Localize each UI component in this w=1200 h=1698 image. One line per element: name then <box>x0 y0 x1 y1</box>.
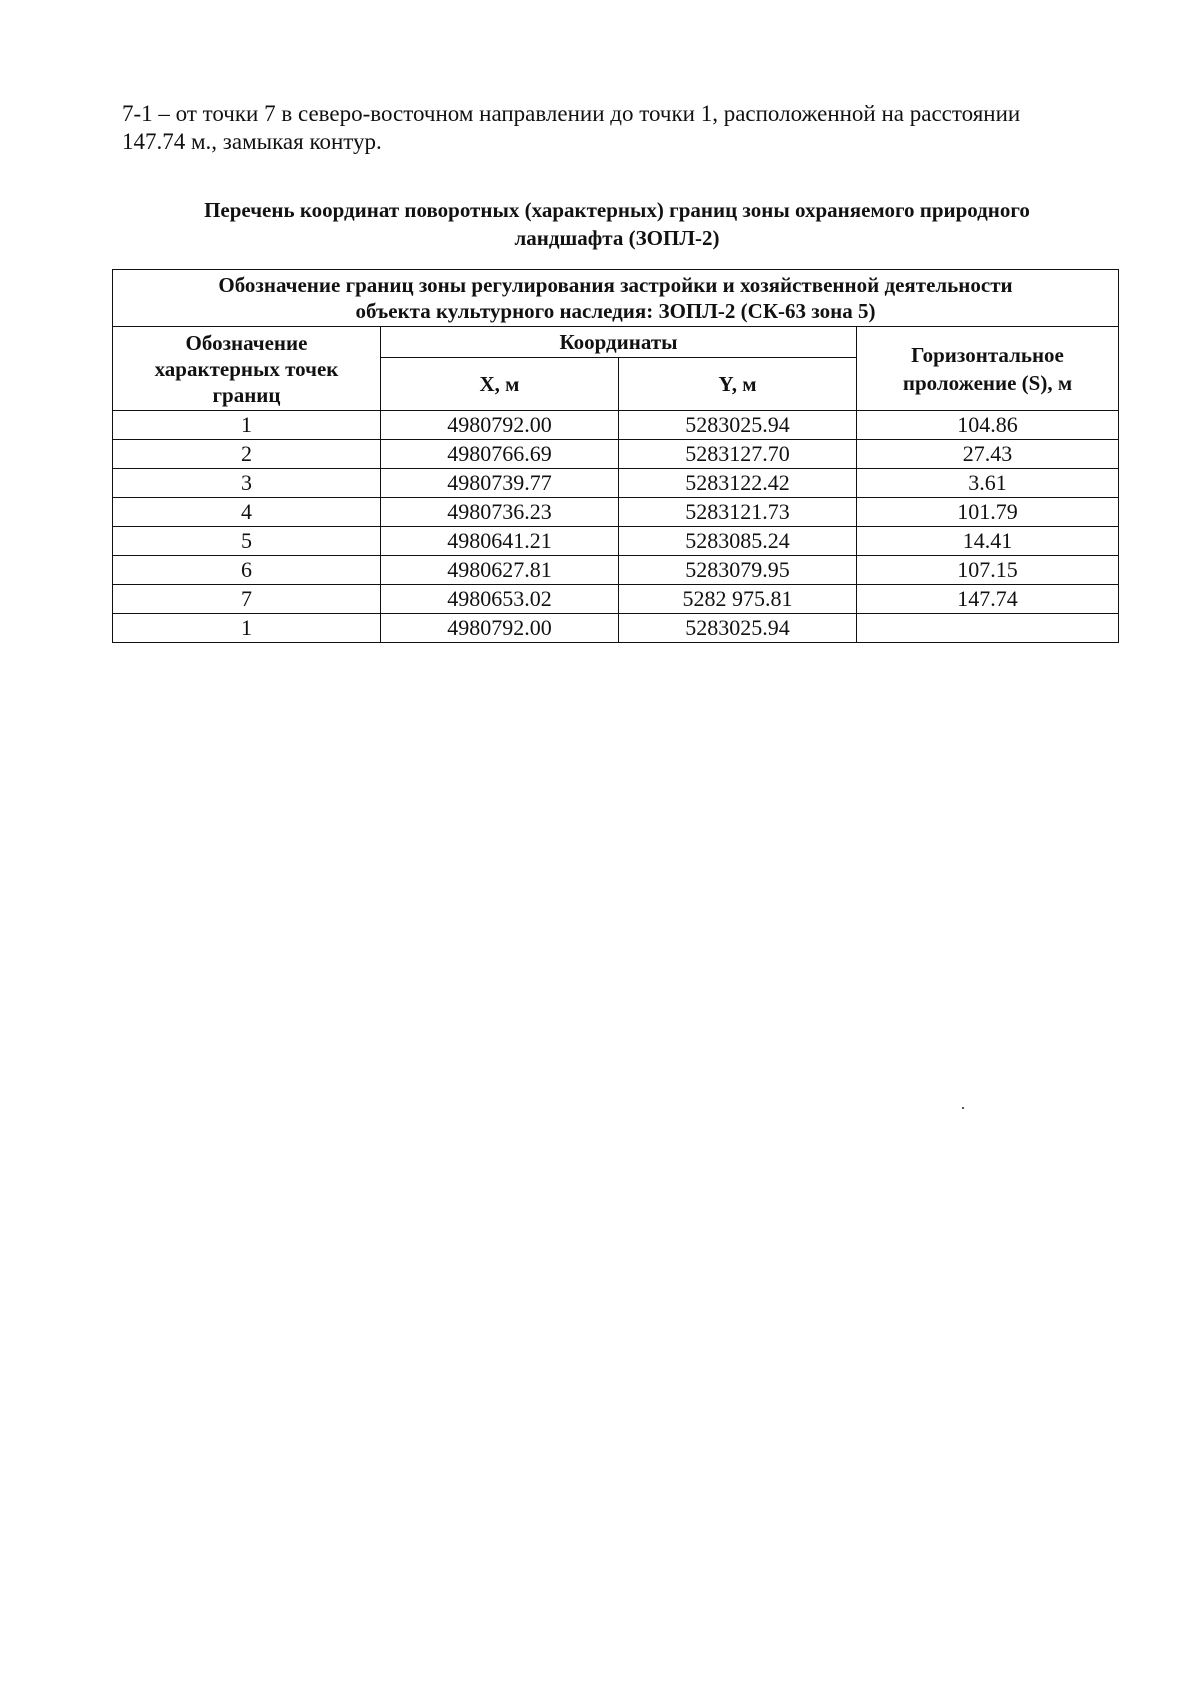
table-row <box>113 614 1119 643</box>
table-row <box>113 556 1119 585</box>
header-coordinates: Координаты <box>381 327 857 358</box>
table-row <box>113 585 1119 614</box>
title-line-1: Перечень координат поворотных (характерных) границ зоны охраняемого природного <box>204 198 1030 222</box>
cell-distance: 14.41 <box>857 527 1119 556</box>
intro-line-1: 7-1 – от точки 7 в северо-восточном направлении до точки 1, расположенной на расстоянии <box>122 101 1021 126</box>
intro-line-2: 147.74 м., замыкая контур. <box>122 129 382 154</box>
cell-point: 2 <box>113 440 381 469</box>
cell-x: 4980736.23 <box>381 498 619 527</box>
cell-x: 4980627.81 <box>381 556 619 585</box>
cell-y: 5283025.94 <box>619 614 857 643</box>
cell-distance: 101.79 <box>857 498 1119 527</box>
cell-x: 4980766.69 <box>381 440 619 469</box>
cell-y: 5283121.73 <box>619 498 857 527</box>
cell-y: 5282 975.81 <box>619 585 857 614</box>
document-title <box>122 196 1112 252</box>
cell-point: 1 <box>113 614 381 643</box>
table-row <box>113 527 1119 556</box>
cell-x: 4980739.77 <box>381 469 619 498</box>
header-y: Y, м <box>619 358 857 411</box>
coordinates-table <box>112 269 1119 643</box>
cell-y: 5283127.70 <box>619 440 857 469</box>
scan-speck <box>962 1107 964 1109</box>
table-caption-line-1: Обозначение границ зоны регулирования застройки и хозяйственной деятельности <box>218 273 1013 297</box>
cell-distance: 147.74 <box>857 585 1119 614</box>
cell-distance <box>857 614 1119 643</box>
cell-y: 5283025.94 <box>619 411 857 440</box>
cell-point: 5 <box>113 527 381 556</box>
header-dist-line-2: проложение (S), м <box>902 370 1073 395</box>
cell-y: 5283122.42 <box>619 469 857 498</box>
cell-x: 4980653.02 <box>381 585 619 614</box>
header-x: X, м <box>381 358 619 411</box>
header-point-designation <box>113 327 381 411</box>
cell-point: 6 <box>113 556 381 585</box>
cell-point: 7 <box>113 585 381 614</box>
cell-point: 4 <box>113 498 381 527</box>
header-point-line-3: границ <box>212 382 281 407</box>
cell-x: 4980792.00 <box>381 411 619 440</box>
cell-point: 1 <box>113 411 381 440</box>
cell-distance: 107.15 <box>857 556 1119 585</box>
cell-distance: 3.61 <box>857 469 1119 498</box>
cell-point: 3 <box>113 469 381 498</box>
cell-y: 5283079.95 <box>619 556 857 585</box>
document-body <box>122 100 1112 252</box>
cell-x: 4980792.00 <box>381 614 619 643</box>
header-point-line-2: характерных точек <box>154 356 339 381</box>
cell-distance: 27.43 <box>857 440 1119 469</box>
table-caption-line-2: объекта культурного наследия: ЗОПЛ-2 (СК-63 зона 5) <box>355 299 876 323</box>
cell-y: 5283085.24 <box>619 527 857 556</box>
table-row <box>113 498 1119 527</box>
intro-paragraph <box>122 100 1112 156</box>
table-row <box>113 469 1119 498</box>
table-caption <box>113 270 1119 327</box>
cell-x: 4980641.21 <box>381 527 619 556</box>
header-horizontal-distance <box>857 327 1119 411</box>
table-row <box>113 411 1119 440</box>
table-row <box>113 440 1119 469</box>
header-point-line-1: Обозначение <box>185 330 308 355</box>
header-dist-line-1: Горизонтальное <box>911 342 1064 367</box>
title-line-2: ландшафта (ЗОПЛ-2) <box>514 226 720 250</box>
cell-distance: 104.86 <box>857 411 1119 440</box>
